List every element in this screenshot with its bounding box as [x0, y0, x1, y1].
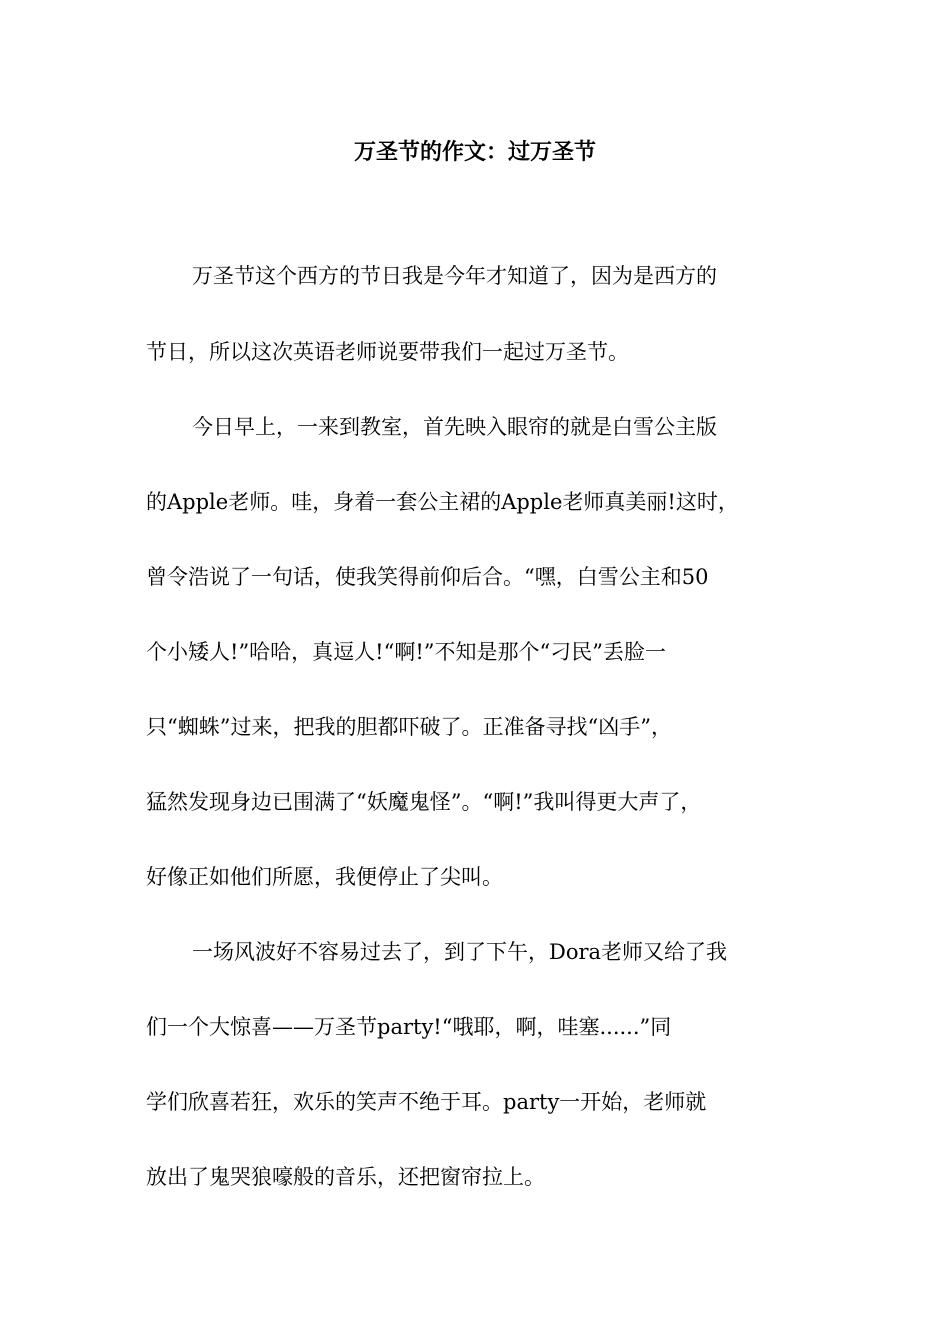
document-title: 万圣节的作文：过万圣节 — [353, 139, 596, 165]
paragraph-1-line-2: 节日，所以这次英语老师说要带我们一起过万圣节。 — [146, 340, 629, 364]
paragraph-2-line-2: 的Apple老师。哇，身着一套公主裙的Apple老师真美丽!这时， — [146, 490, 739, 514]
paragraph-3-line-4: 放出了鬼哭狼嚎般的音乐，还把窗帘拉上。 — [146, 1165, 545, 1189]
paragraph-2-line-7: 好像正如他们所愿，我便停止了尖叫。 — [146, 865, 503, 889]
paragraph-3-line-1: 一场风波好不容易过去了，到了下午，Dora老师又给了我 — [192, 940, 728, 964]
paragraph-3-line-2: 们一个大惊喜——万圣节party!“哦耶，啊，哇塞......”同 — [146, 1015, 672, 1039]
paragraph-2-line-1: 今日早上，一来到教室，首先映入眼帘的就是白雪公主版 — [192, 415, 717, 439]
paragraph-2-line-6: 猛然发现身边已围满了“妖魔鬼怪”。“啊!”我叫得更大声了， — [146, 790, 702, 814]
paragraph-3-line-3: 学们欣喜若狂，欢乐的笑声不绝于耳。party一开始，老师就 — [146, 1090, 707, 1114]
paragraph-2-line-3: 曾令浩说了一句话，使我笑得前仰后合。“嘿，白雪公主和50 — [146, 565, 709, 589]
paragraph-2-line-4: 个小矮人!”哈哈，真逗人!“啊!”不知是那个“刁民”丢脸一 — [146, 640, 666, 664]
paragraph-1-line-1: 万圣节这个西方的节日我是今年才知道了，因为是西方的 — [192, 264, 717, 288]
paragraph-2-line-5: 只“蜘蛛”过来，把我的胆都吓破了。正准备寻找“凶手”， — [146, 715, 672, 739]
